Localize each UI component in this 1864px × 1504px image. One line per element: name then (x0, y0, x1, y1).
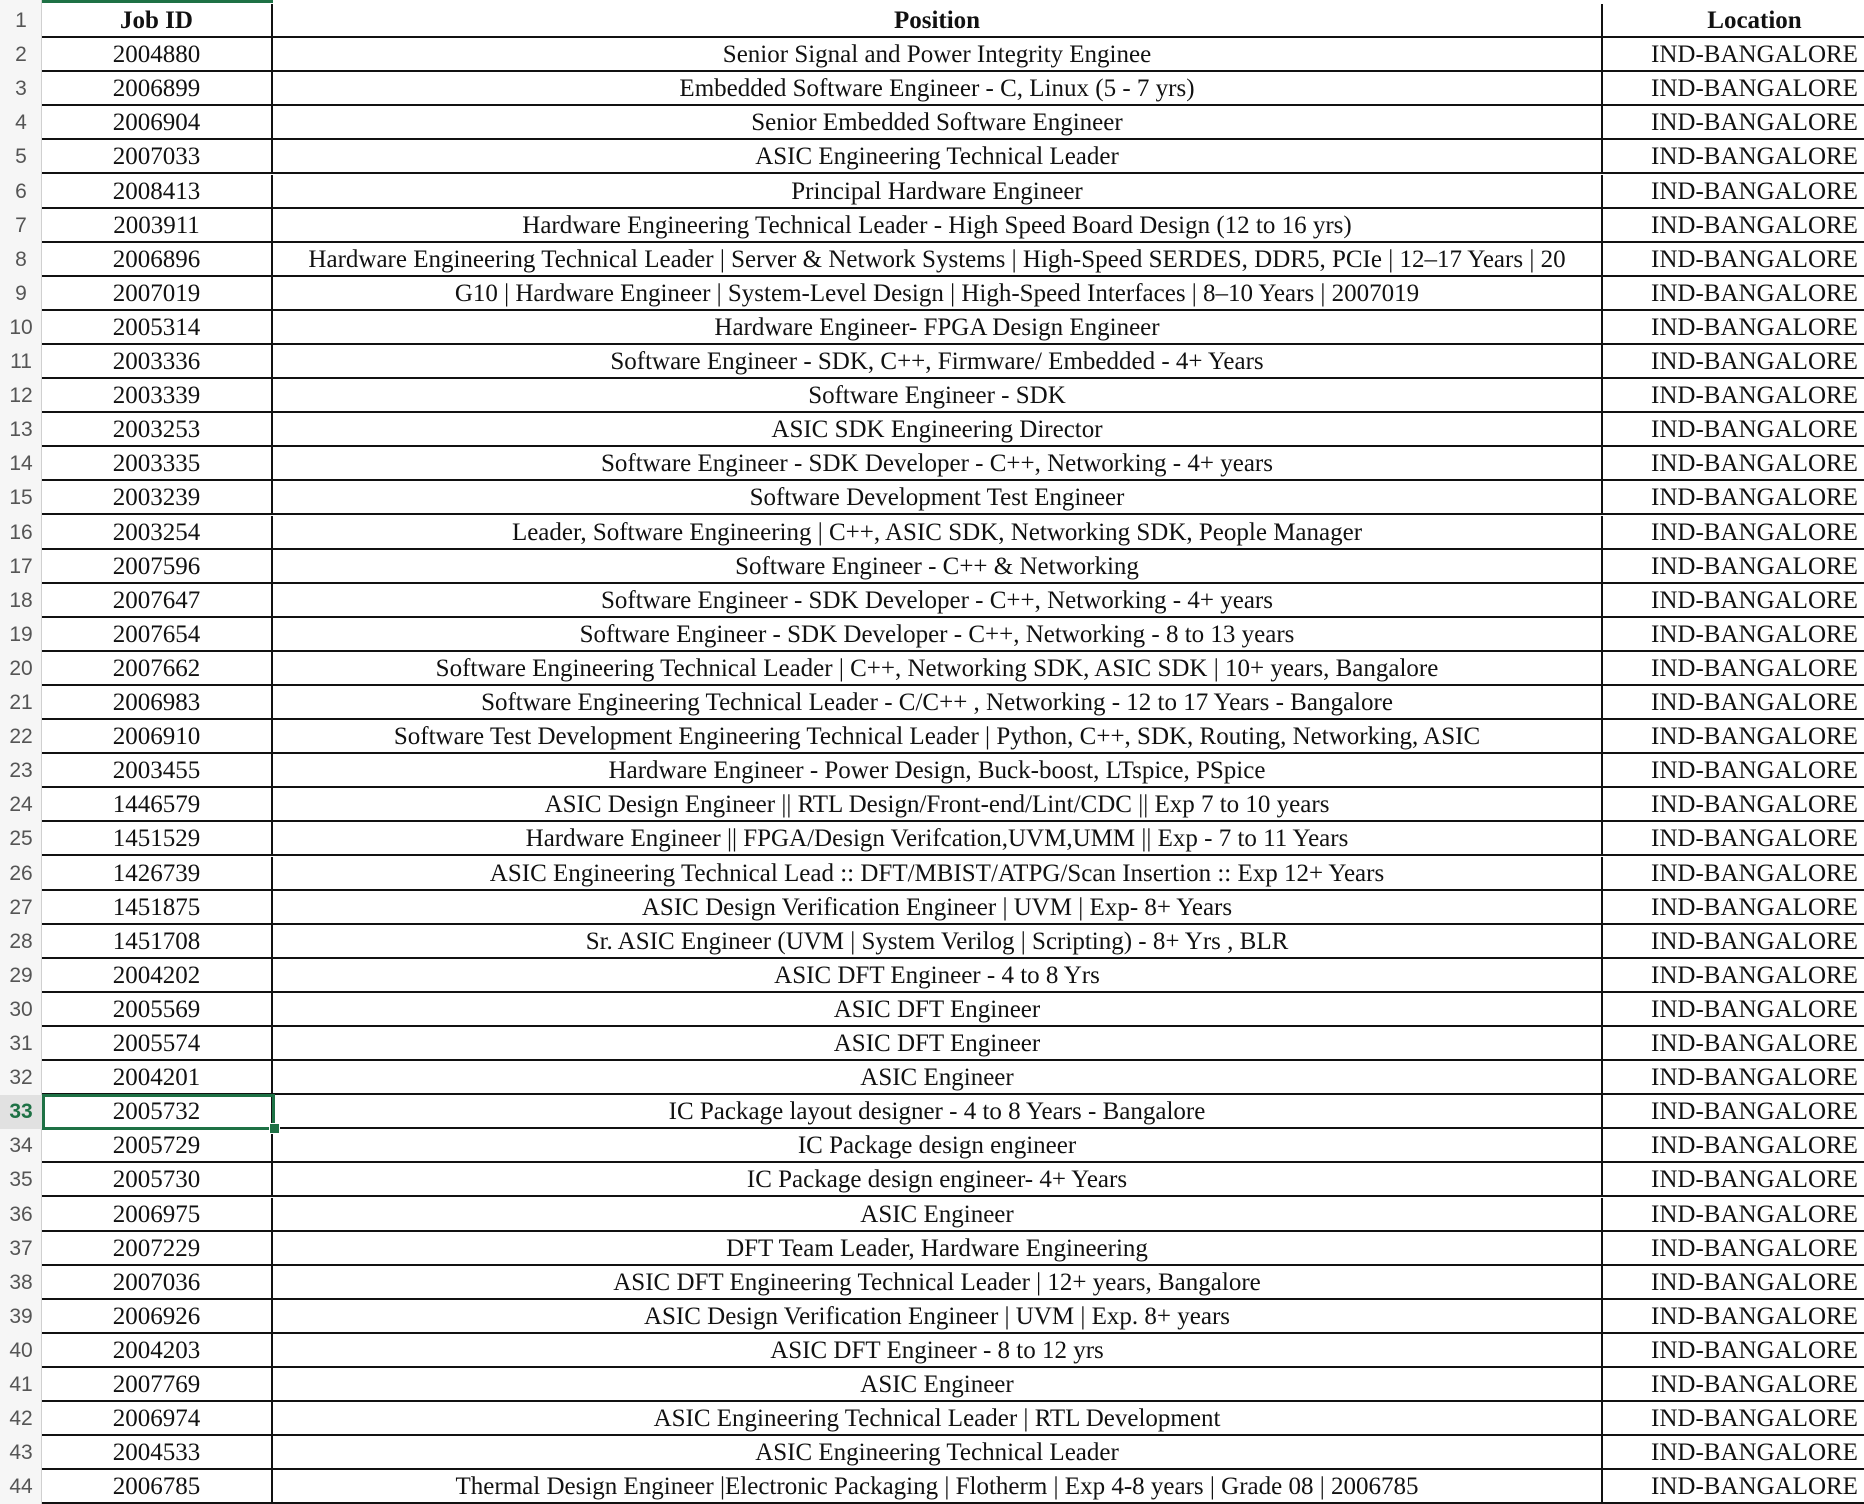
row-number[interactable]: 9 (15, 281, 27, 305)
cell-position[interactable]: Thermal Design Engineer |Electronic Packaging | Flotherm | Exp 4-8 years | Grade 08 | 2006785 (273, 1470, 1603, 1504)
row-number[interactable]: 15 (9, 486, 33, 510)
cell-job-id[interactable]: 2005729 (42, 1129, 273, 1163)
cell-position[interactable]: IC Package design engineer- 4+ Years (273, 1163, 1603, 1197)
header-position[interactable]: Position (273, 4, 1603, 38)
cell-job-id[interactable]: 2003336 (42, 345, 273, 379)
cell-position[interactable]: ASIC SDK Engineering Director (273, 413, 1603, 447)
cell-location[interactable]: IND-BANGALORE (1603, 1198, 1864, 1232)
cell-location[interactable]: IND-BANGALORE (1603, 1095, 1864, 1129)
cell-position[interactable]: ASIC Engineer (273, 1061, 1603, 1095)
cell-position[interactable]: Hardware Engineer || FPGA/Design Verifcation,UVM,UMM || Exp - 7 to 11 Years (273, 822, 1603, 856)
cell-location[interactable]: IND-BANGALORE (1603, 1470, 1864, 1504)
cell-position[interactable]: Hardware Engineering Technical Leader - High Speed Board Design (12 to 16 yrs) (273, 209, 1603, 243)
cell-job-id[interactable]: 2007229 (42, 1232, 273, 1266)
cell-location[interactable]: IND-BANGALORE (1603, 38, 1864, 72)
cell-job-id[interactable]: 2007033 (42, 140, 273, 174)
cell-position[interactable]: ASIC Engineering Technical Lead :: DFT/MBIST/ATPG/Scan Insertion :: Exp 12+ Years (273, 857, 1603, 891)
cell-job-id[interactable]: 2003254 (42, 516, 273, 550)
cell-location[interactable]: IND-BANGALORE (1603, 1129, 1864, 1163)
header-location[interactable]: Location (1603, 4, 1864, 38)
cell-job-id[interactable]: 2006899 (42, 72, 273, 106)
cell-position[interactable]: Senior Embedded Software Engineer (273, 106, 1603, 140)
row-number[interactable]: 33 (0, 1095, 42, 1129)
cell-position[interactable]: Software Engineer - SDK, C++, Firmware/ Embedded - 4+ Years (273, 345, 1603, 379)
cell-location[interactable]: IND-BANGALORE (1603, 1163, 1864, 1197)
cell-job-id[interactable]: 2006974 (42, 1402, 273, 1436)
cell-location[interactable]: IND-BANGALORE (1603, 686, 1864, 720)
row-number[interactable]: 4 (15, 111, 27, 135)
row-number[interactable]: 14 (9, 452, 33, 476)
cell-job-id[interactable]: 1451529 (42, 822, 273, 856)
cell-job-id[interactable]: 2007769 (42, 1368, 273, 1402)
cell-position[interactable]: Embedded Software Engineer - C, Linux (5 - 7 yrs) (273, 72, 1603, 106)
row-number[interactable]: 27 (9, 895, 33, 919)
cell-location[interactable]: IND-BANGALORE (1603, 516, 1864, 550)
row-number[interactable]: 12 (9, 384, 33, 408)
cell-location[interactable]: IND-BANGALORE (1603, 788, 1864, 822)
row-number[interactable]: 16 (9, 520, 33, 544)
cell-job-id[interactable]: 2004202 (42, 959, 273, 993)
cell-position[interactable]: DFT Team Leader, Hardware Engineering (273, 1232, 1603, 1266)
cell-position[interactable]: ASIC Engineering Technical Leader (273, 1436, 1603, 1470)
cell-location[interactable]: IND-BANGALORE (1603, 1300, 1864, 1334)
cell-position[interactable]: IC Package layout designer - 4 to 8 Years - Bangalore (273, 1095, 1603, 1129)
cell-position[interactable]: Hardware Engineering Technical Leader | Server & Network Systems | High-Speed SERDES, DDR5, PCIe | 12–17 Years | 20 (273, 243, 1603, 277)
row-number[interactable]: 20 (9, 656, 33, 680)
cell-location[interactable]: IND-BANGALORE (1603, 1266, 1864, 1300)
row-number[interactable]: 24 (9, 793, 33, 817)
row-number[interactable]: 30 (9, 997, 33, 1021)
cell-job-id[interactable]: 2006785 (42, 1470, 273, 1504)
row-number[interactable]: 40 (9, 1338, 33, 1362)
cell-position[interactable]: ASIC Engineering Technical Leader (273, 140, 1603, 174)
row-number[interactable]: 43 (9, 1441, 33, 1465)
row-number[interactable]: 6 (15, 179, 27, 203)
cell-location[interactable]: IND-BANGALORE (1603, 243, 1864, 277)
row-number[interactable]: 13 (9, 418, 33, 442)
cell-location[interactable]: IND-BANGALORE (1603, 754, 1864, 788)
cell-position[interactable]: Hardware Engineer- FPGA Design Engineer (273, 311, 1603, 345)
cell-location[interactable]: IND-BANGALORE (1603, 1436, 1864, 1470)
row-number[interactable]: 25 (9, 827, 33, 851)
cell-job-id[interactable]: 2006983 (42, 686, 273, 720)
cell-position[interactable]: ASIC Engineering Technical Leader | RTL Development (273, 1402, 1603, 1436)
cell-location[interactable]: IND-BANGALORE (1603, 277, 1864, 311)
fill-handle[interactable] (269, 1123, 280, 1134)
row-number[interactable]: 37 (9, 1236, 33, 1260)
row-number[interactable]: 28 (9, 929, 33, 953)
cell-location[interactable]: IND-BANGALORE (1603, 1027, 1864, 1061)
cell-position[interactable]: Hardware Engineer - Power Design, Buck-boost, LTspice, PSpice (273, 754, 1603, 788)
cell-position[interactable]: Software Engineer - SDK Developer - C++, Networking - 4+ years (273, 447, 1603, 481)
cell-position[interactable]: Software Engineering Technical Leader | C++, Networking SDK, ASIC SDK | 10+ years, Bangalore (273, 652, 1603, 686)
cell-location[interactable]: IND-BANGALORE (1603, 959, 1864, 993)
cell-location[interactable]: IND-BANGALORE (1603, 1368, 1864, 1402)
cell-position[interactable]: IC Package design engineer (273, 1129, 1603, 1163)
cell-location[interactable]: IND-BANGALORE (1603, 925, 1864, 959)
row-number[interactable]: 39 (9, 1304, 33, 1328)
cell-job-id[interactable]: 2007036 (42, 1266, 273, 1300)
row-number[interactable]: 3 (15, 77, 27, 101)
cell-position[interactable]: Software Development Test Engineer (273, 481, 1603, 515)
row-number[interactable]: 18 (9, 588, 33, 612)
cell-location[interactable]: IND-BANGALORE (1603, 175, 1864, 209)
header-job-id[interactable]: Job ID (42, 4, 273, 38)
cell-job-id[interactable]: 2003911 (42, 209, 273, 243)
cell-job-id[interactable]: 2003239 (42, 481, 273, 515)
row-number[interactable]: 19 (9, 622, 33, 646)
cell-position[interactable]: ASIC Engineer (273, 1198, 1603, 1232)
cell-position[interactable]: Senior Signal and Power Integrity Enginee (273, 38, 1603, 72)
cell-job-id[interactable]: 2007654 (42, 618, 273, 652)
cell-position[interactable]: ASIC DFT Engineer (273, 993, 1603, 1027)
cell-position[interactable]: Software Engineer - SDK (273, 379, 1603, 413)
row-number[interactable]: 38 (9, 1270, 33, 1294)
cell-job-id[interactable]: 2006975 (42, 1198, 273, 1232)
cell-location[interactable]: IND-BANGALORE (1603, 857, 1864, 891)
cell-job-id[interactable]: 2005574 (42, 1027, 273, 1061)
cell-location[interactable]: IND-BANGALORE (1603, 481, 1864, 515)
row-number[interactable]: 8 (15, 247, 27, 271)
row-number[interactable]: 29 (9, 963, 33, 987)
row-number[interactable]: 5 (15, 145, 27, 169)
cell-job-id[interactable]: 2006904 (42, 106, 273, 140)
row-number[interactable]: 17 (9, 554, 33, 578)
cell-location[interactable]: IND-BANGALORE (1603, 106, 1864, 140)
cell-position[interactable]: Software Engineer - SDK Developer - C++, Networking - 4+ years (273, 584, 1603, 618)
cell-position[interactable]: Software Test Development Engineering Technical Leader | Python, C++, SDK, Routing, Networking, ASIC (273, 720, 1603, 754)
cell-job-id[interactable]: 1426739 (42, 857, 273, 891)
cell-position[interactable]: ASIC DFT Engineering Technical Leader | 12+ years, Bangalore (273, 1266, 1603, 1300)
row-number[interactable]: 2 (15, 43, 27, 67)
cell-position[interactable]: ASIC DFT Engineer - 8 to 12 yrs (273, 1334, 1603, 1368)
row-number[interactable]: 32 (9, 1066, 33, 1090)
row-number[interactable]: 23 (9, 759, 33, 783)
row-number[interactable]: 22 (9, 725, 33, 749)
cell-job-id[interactable]: 2004201 (42, 1061, 273, 1095)
row-number[interactable]: 34 (9, 1134, 33, 1158)
row-number[interactable]: 42 (9, 1407, 33, 1431)
cell-job-id[interactable]: 2008413 (42, 175, 273, 209)
cell-position[interactable]: Sr. ASIC Engineer (UVM | System Verilog | Scripting) - 8+ Yrs , BLR (273, 925, 1603, 959)
cell-job-id[interactable]: 2005314 (42, 311, 273, 345)
cell-job-id[interactable]: 2007596 (42, 550, 273, 584)
cell-job-id[interactable]: 2004533 (42, 1436, 273, 1470)
row-number[interactable]: 7 (15, 213, 27, 237)
cell-location[interactable]: IND-BANGALORE (1603, 1232, 1864, 1266)
cell-location[interactable]: IND-BANGALORE (1603, 891, 1864, 925)
cell-job-id[interactable]: 2005730 (42, 1163, 273, 1197)
cell-location[interactable]: IND-BANGALORE (1603, 413, 1864, 447)
cell-job-id[interactable]: 2006926 (42, 1300, 273, 1334)
cell-job-id[interactable]: 1451708 (42, 925, 273, 959)
row-number[interactable]: 31 (9, 1032, 33, 1055)
row-number[interactable]: 26 (9, 861, 33, 885)
cell-position[interactable]: ASIC Design Engineer || RTL Design/Front-end/Lint/CDC || Exp 7 to 10 years (273, 788, 1603, 822)
cell-job-id[interactable]: 2004203 (42, 1334, 273, 1368)
cell-position[interactable]: ASIC DFT Engineer - 4 to 8 Yrs (273, 959, 1603, 993)
cell-location[interactable]: IND-BANGALORE (1603, 345, 1864, 379)
cell-location[interactable]: IND-BANGALORE (1603, 209, 1864, 243)
cell-job-id[interactable]: 2005732 (42, 1095, 273, 1129)
cell-job-id[interactable]: 2003455 (42, 754, 273, 788)
cell-position[interactable]: ASIC Engineer (273, 1368, 1603, 1402)
cell-location[interactable]: IND-BANGALORE (1603, 720, 1864, 754)
cell-position[interactable]: Leader, Software Engineering | C++, ASIC SDK, Networking SDK, People Manager (273, 516, 1603, 550)
cell-location[interactable]: IND-BANGALORE (1603, 72, 1864, 106)
cell-location[interactable]: IND-BANGALORE (1603, 652, 1864, 686)
cell-location[interactable]: IND-BANGALORE (1603, 1402, 1864, 1436)
cell-location[interactable]: IND-BANGALORE (1603, 311, 1864, 345)
cell-position[interactable]: ASIC Design Verification Engineer | UVM | Exp- 8+ Years (273, 891, 1603, 925)
cell-job-id[interactable]: 2006910 (42, 720, 273, 754)
row-number[interactable]: 10 (9, 315, 33, 339)
cell-location[interactable]: IND-BANGALORE (1603, 618, 1864, 652)
cell-position[interactable]: ASIC Design Verification Engineer | UVM | Exp. 8+ years (273, 1300, 1603, 1334)
row-number[interactable]: 1 (15, 9, 27, 32)
cell-job-id[interactable]: 2006896 (42, 243, 273, 277)
cell-location[interactable]: IND-BANGALORE (1603, 993, 1864, 1027)
cell-location[interactable]: IND-BANGALORE (1603, 1061, 1864, 1095)
row-number[interactable]: 35 (9, 1168, 33, 1192)
cell-job-id[interactable]: 2007647 (42, 584, 273, 618)
cell-job-id[interactable]: 2005569 (42, 993, 273, 1027)
cell-location[interactable]: IND-BANGALORE (1603, 584, 1864, 618)
cell-location[interactable]: IND-BANGALORE (1603, 550, 1864, 584)
cell-job-id[interactable]: 2007019 (42, 277, 273, 311)
cell-position[interactable]: G10 | Hardware Engineer | System-Level Design | High-Speed Interfaces | 8–10 Years | 2007019 (273, 277, 1603, 311)
cell-location[interactable]: IND-BANGALORE (1603, 140, 1864, 174)
row-number[interactable]: 11 (10, 350, 32, 373)
cell-location[interactable]: IND-BANGALORE (1603, 1334, 1864, 1368)
cell-location[interactable]: IND-BANGALORE (1603, 822, 1864, 856)
cell-position[interactable]: Software Engineer - C++ & Networking (273, 550, 1603, 584)
cell-job-id[interactable]: 1451875 (42, 891, 273, 925)
cell-job-id[interactable]: 1446579 (42, 788, 273, 822)
column-selection-indicator (42, 0, 273, 3)
cell-job-id[interactable]: 2003253 (42, 413, 273, 447)
cell-position[interactable]: Principal Hardware Engineer (273, 175, 1603, 209)
cell-job-id[interactable]: 2003339 (42, 379, 273, 413)
cell-location[interactable]: IND-BANGALORE (1603, 379, 1864, 413)
cell-position[interactable]: Software Engineering Technical Leader - C/C++ , Networking - 12 to 17 Years - Bangalore (273, 686, 1603, 720)
cell-job-id[interactable]: 2007662 (42, 652, 273, 686)
row-number[interactable]: 44 (9, 1475, 33, 1499)
row-number[interactable]: 41 (9, 1373, 33, 1396)
row-number[interactable]: 21 (9, 691, 33, 714)
cell-job-id[interactable]: 2004880 (42, 38, 273, 72)
cell-position[interactable]: Software Engineer - SDK Developer - C++, Networking - 8 to 13 years (273, 618, 1603, 652)
cell-location[interactable]: IND-BANGALORE (1603, 447, 1864, 481)
cell-position[interactable]: ASIC DFT Engineer (273, 1027, 1603, 1061)
row-number[interactable]: 36 (9, 1202, 33, 1226)
cell-job-id[interactable]: 2003335 (42, 447, 273, 481)
